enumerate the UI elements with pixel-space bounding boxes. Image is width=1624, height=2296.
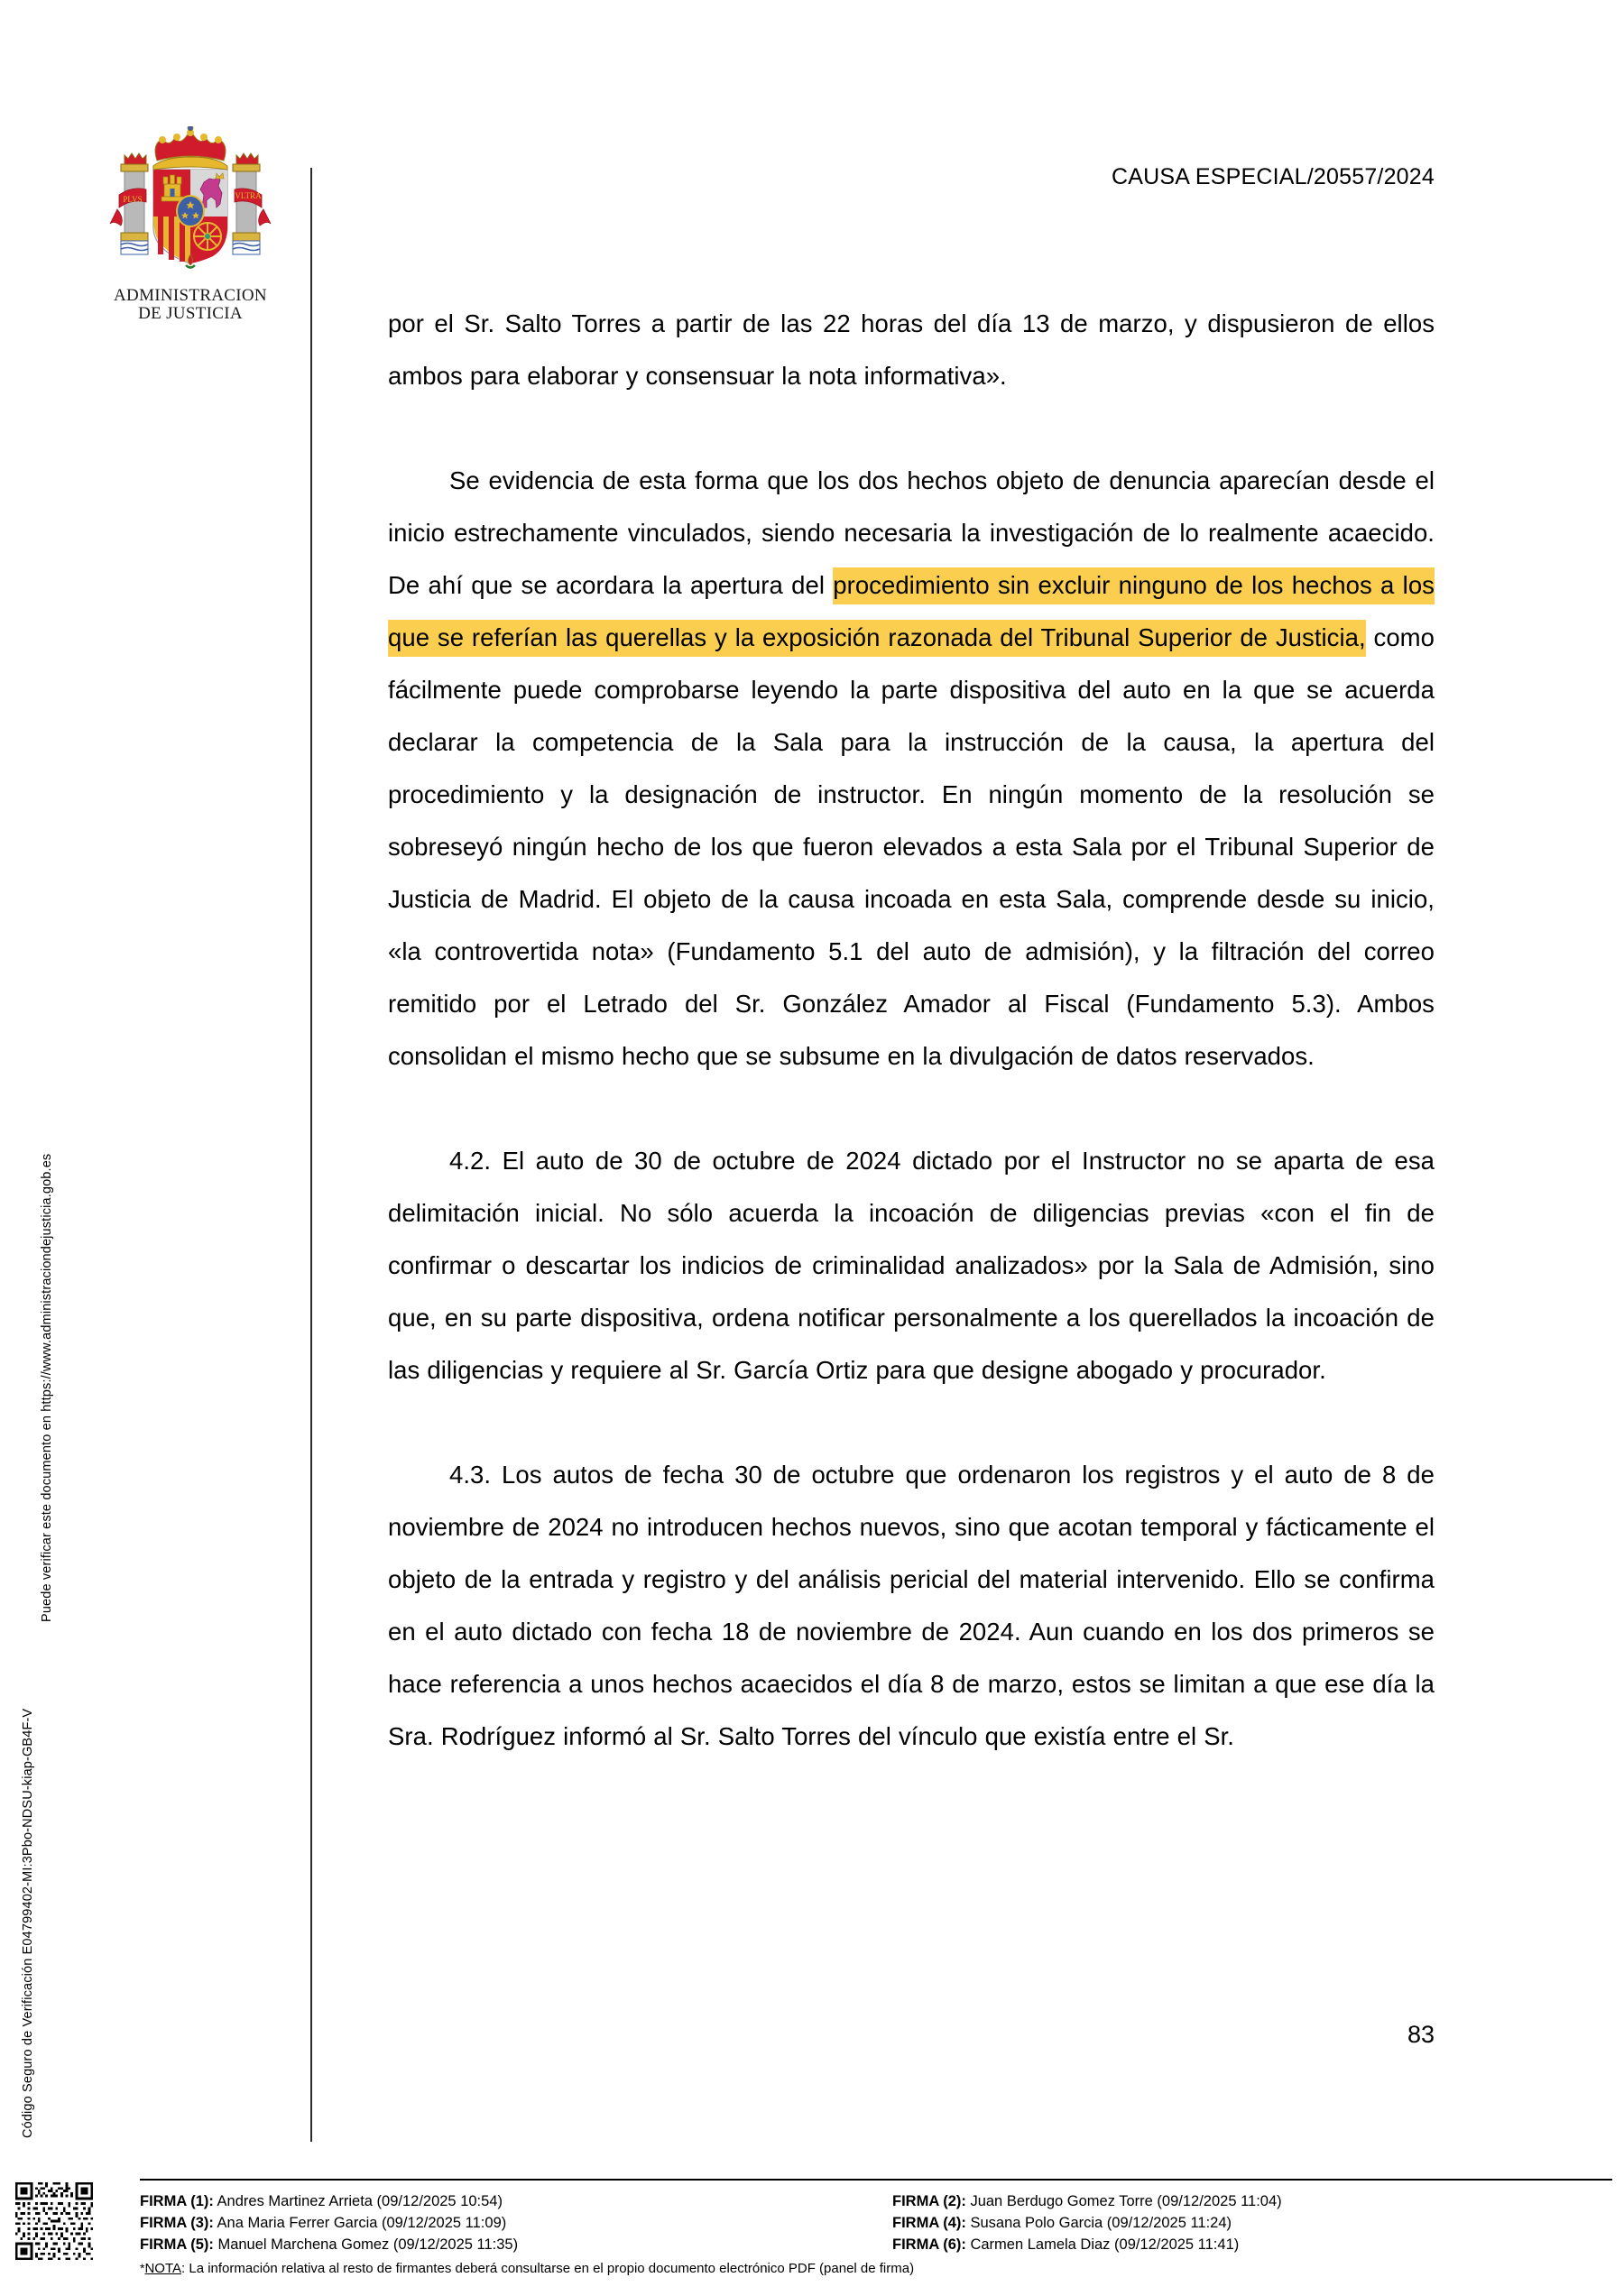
- margin-divider-rule: [310, 168, 312, 2142]
- footer-note-star: *: [140, 2261, 145, 2275]
- signature-value: Andres Martinez Arrieta (09/12/2025 10:54): [213, 2193, 503, 2209]
- highlighted-text: procedimiento sin excluir ninguno de los hechos a los que se referían las querellas y la exposición razonada del Tribunal Superior de Justicia,: [388, 567, 1435, 657]
- signature-label: FIRMA (1):: [140, 2193, 214, 2209]
- motto-left-text: PLVS: [123, 195, 143, 204]
- footer-note: [140, 2257, 1619, 2280]
- signature-column-right: [867, 2190, 1619, 2255]
- signature-label: FIRMA (4):: [892, 2215, 966, 2231]
- signature-label: FIRMA (3):: [140, 2215, 214, 2231]
- emblem-caption: [94, 287, 287, 323]
- signature-line: [892, 2212, 1619, 2234]
- signature-line: [892, 2190, 1619, 2212]
- paragraph-p2: [388, 455, 1435, 1083]
- signature-line: [140, 2234, 867, 2255]
- emblem-caption-line-1: ADMINISTRACION: [114, 286, 267, 305]
- footer-note-label: NOTA: [144, 2261, 182, 2276]
- signature-label: FIRMA (2):: [892, 2193, 966, 2209]
- paragraph-text: Se evidencia de esta forma que los dos hechos objeto de denuncia aparecían desde el inicio estrechamente vinculados, siendo necesaria la investigación de lo realmente acaecido. De ahí que se acordara la apertura del: [388, 466, 1435, 599]
- coat-of-arms-icon: [106, 126, 274, 285]
- paragraph-p4: [388, 1449, 1435, 1763]
- emblem-caption-line-2: DE JUSTICIA: [138, 303, 243, 323]
- qr-code-icon: [13, 2180, 96, 2263]
- paragraph-text: como fácilmente puede comprobarse leyendo la parte dispositiva del auto en la que se acuerda declarar la competencia de la Sala para la instrucción de la causa, la apertura del procedimiento y la designación de instructor. En ningún momento de la resolución se sobreseyó ningún hecho de los que fueron elevados a esta Sala por el Tribunal Superior de Justicia de Madrid. El objeto de la causa incoada en esta Sala, comprende desde su inicio, «la controvertida nota» (Fundamento 5.1 del auto de admisión), y la filtración del correo remitido por el Letrado del Sr. González Amador al Fiscal (Fundamento 5.3). Ambos consolidan el mismo hecho que se subsume en la divulgación de datos reservados.: [388, 623, 1435, 1070]
- signature-value: Carmen Lamela Diaz (09/12/2025 11:41): [965, 2236, 1240, 2253]
- signature-value: Manuel Marchena Gomez (09/12/2025 11:35): [213, 2236, 519, 2253]
- signature-label: FIRMA (6):: [892, 2236, 966, 2253]
- motto-right-text: VLTRA: [235, 191, 262, 200]
- signature-line: [892, 2234, 1619, 2255]
- verification-url-text: Puede verificar este documento en https://www.administraciondejusticia.gob.es: [40, 1153, 54, 1622]
- signature-line: [140, 2212, 867, 2234]
- paragraph-text: 4.2. El auto de 30 de octubre de 2024 dictado por el Instructor no se aparta de esa delimitación inicial. No sólo acuerda la incoación de diligencias previas «con el fin de confirmar o descartar los indicios de criminalidad analizados» por la Sala de Admisión, sino que, en su parte dispositiva, ordena notificar personalmente a los querellados la incoación de las diligencias y requiere al Sr. García Ortiz para que designe abogado y procurador.: [388, 1147, 1435, 1384]
- document-body: [388, 298, 1435, 1763]
- footer-divider-rule: [140, 2179, 1612, 2181]
- signature-value: Juan Berdugo Gomez Torre (09/12/2025 11:04): [965, 2193, 1282, 2209]
- signature-footer: [140, 2190, 1619, 2280]
- secure-verification-code-text: Código Seguro de Verificación E04799402-MI:3Pbo-NDSU-kiap-GB4F-V: [21, 1708, 35, 2138]
- signature-value: Susana Polo Garcia (09/12/2025 11:24): [965, 2215, 1232, 2231]
- signature-column-left: [140, 2190, 867, 2255]
- footer-note-text: : La información relativa al resto de firmantes deberá consultarse en el propio documento electrónico PDF (panel de firma): [181, 2261, 915, 2276]
- signature-value: Ana Maria Ferrer Garcia (09/12/2025 11:09): [213, 2215, 507, 2231]
- case-reference-header: CAUSA ESPECIAL/20557/2024: [1111, 164, 1435, 189]
- signature-label: FIRMA (5):: [140, 2236, 214, 2253]
- paragraph-p1: [388, 298, 1435, 402]
- page-number: 83: [1407, 2021, 1435, 2048]
- paragraph-text: por el Sr. Salto Torres a partir de las 22 horas del día 13 de marzo, y dispusieron de ellos ambos para elaborar y consensuar la nota informativa».: [388, 309, 1435, 390]
- paragraph-p3: [388, 1135, 1435, 1397]
- left-margin-strip: [0, 0, 72, 2147]
- spain-coat-of-arms: [94, 126, 287, 323]
- paragraph-text: 4.3. Los autos de fecha 30 de octubre que ordenaron los registros y el auto de 8 de noviembre de 2024 no introducen hechos nuevos, sino que acotan temporal y fácticamente el objeto de la entrada y registro y del análisis pericial del material intervenido. Ello se confirma en el auto dictado con fecha 18 de noviembre de 2024. Aun cuando en los dos primeros se hace referencia a unos hechos acaecidos el día 8 de marzo, estos se limitan a que ese día la Sra. Rodríguez informó al Sr. Salto Torres del vínculo que existía entre el Sr.: [388, 1461, 1435, 1750]
- signature-line: [140, 2190, 867, 2212]
